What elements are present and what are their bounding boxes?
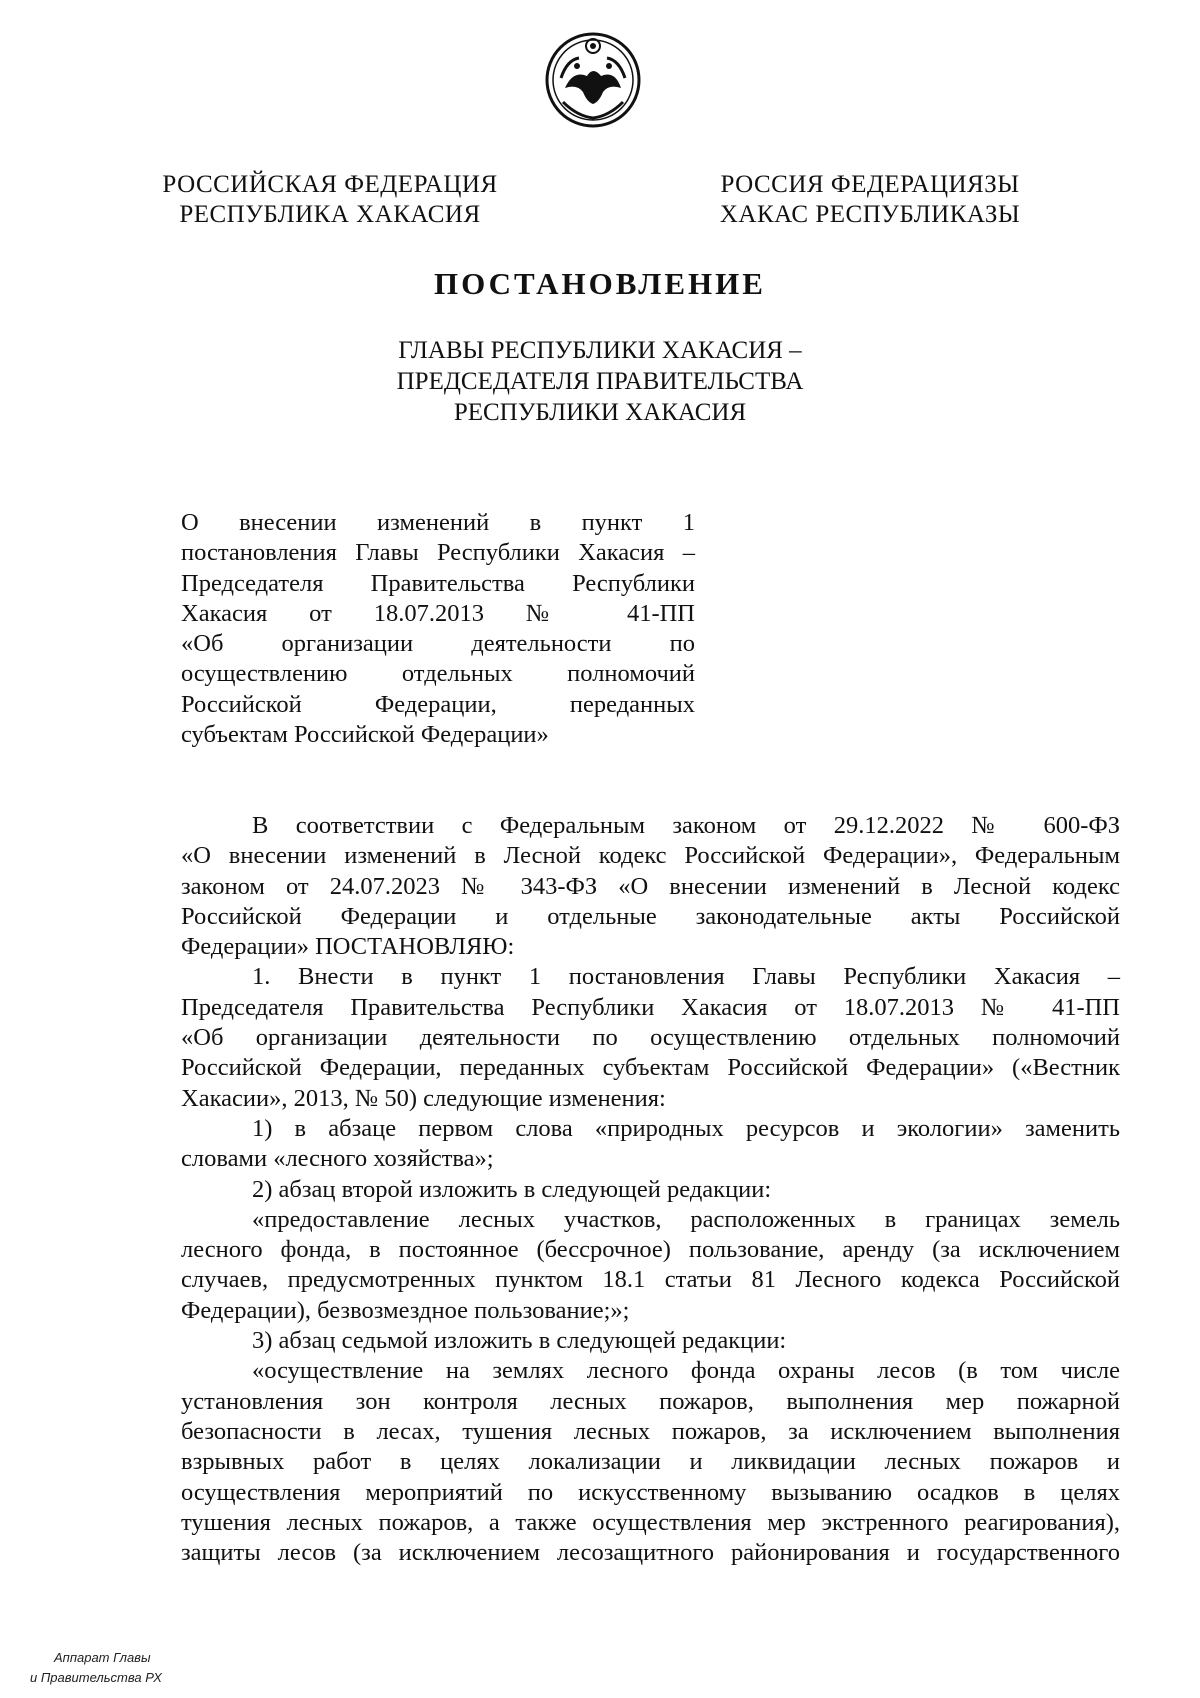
- body-line: 3) абзац седьмой изложить в следующей редакции:: [252, 1327, 787, 1355]
- issuer-line: ПРЕДСЕДАТЕЛЯ ПРАВИТЕЛЬСТВА: [396, 368, 804, 395]
- body-line: Российской Федерации и отдельные законодательные акты Российской: [181, 902, 1120, 930]
- body-line: В соответствии с Федеральным законом от 29.12.2022 № 600-ФЗ: [252, 812, 1120, 839]
- body-line: Федерации» ПОСТАНОВЛЯЮ:: [181, 933, 515, 961]
- stamp-line: и Правительства РХ: [30, 1670, 162, 1685]
- subject-line: Российской Федерации, переданных: [181, 690, 695, 718]
- body-line: словами «лесного хозяйства»;: [181, 1145, 494, 1173]
- document-type-title: ПОСТАНОВЛЕНИЕ: [434, 266, 766, 301]
- subject-line: субъектам Российской Федерации»: [181, 721, 549, 749]
- subject-line: осуществлению отдельных полномочий: [181, 660, 695, 688]
- subject-line: Председателя Правительства Республики: [181, 569, 695, 597]
- coat-of-arms-emblem: [543, 30, 643, 134]
- body-line: Председателя Правительства Республики Хакасия от 18.07.2013 № 41-ПП: [181, 993, 1120, 1021]
- body-line: Федерации), безвозмездное пользование;»;: [181, 1296, 630, 1324]
- header-left-line: РОССИЙСКАЯ ФЕДЕРАЦИЯ: [162, 171, 498, 198]
- body-text: [181, 811, 1120, 1568]
- body-line: установления зон контроля лесных пожаров, выполнения мер пожарной: [181, 1387, 1120, 1415]
- body-line: 1) в абзаце первом слова «природных ресурсов и экологии» заменить: [252, 1114, 1120, 1142]
- body-line: 1. Внести в пункт 1 постановления Главы Республики Хакасия –: [252, 963, 1120, 991]
- subject-block: [181, 508, 695, 750]
- body-line: тушения лесных пожаров, а также осуществления мер экстренного реагирования),: [181, 1508, 1120, 1536]
- body-line: лесного фонда, в постоянное (бессрочное) пользование, аренду (за исключением: [181, 1236, 1120, 1264]
- header-right-line: РОССИЯ ФЕДЕРАЦИЯЗЫ: [720, 171, 1020, 198]
- body-line: взрывных работ в целях локализации и ликвидации лесных пожаров и: [181, 1448, 1120, 1476]
- subject-line: постановления Главы Республики Хакасия –: [181, 539, 695, 567]
- subject-line: Хакасия от 18.07.2013 № 41-ПП: [181, 599, 695, 627]
- body-line: Хакасии», 2013, № 50) следующие изменения:: [181, 1084, 666, 1112]
- body-line: осуществления мероприятий по искусственному вызыванию осадков в целях: [181, 1478, 1120, 1506]
- body-line: Российской Федерации, переданных субъектам Российской Федерации» («Вестник: [181, 1054, 1120, 1082]
- header-right-line: ХАКАС РЕСПУБЛИКАЗЫ: [719, 201, 1021, 228]
- subject-line: О внесении изменений в пункт 1: [181, 509, 695, 536]
- body-line: «Об организации деятельности по осуществлению отдельных полномочий: [181, 1024, 1120, 1052]
- body-line: «осуществление на землях лесного фонда охраны лесов (в том числе: [252, 1357, 1120, 1385]
- body-line: безопасности в лесах, тушения лесных пожаров, за исключением выполнения: [181, 1417, 1120, 1445]
- issuer-line: РЕСПУБЛИКИ ХАКАСИЯ: [453, 399, 747, 426]
- body-line: законом от 24.07.2023 № 343-ФЗ «О внесении изменений в Лесной кодекс: [181, 872, 1120, 900]
- office-stamp: [30, 1648, 162, 1688]
- header-right: [700, 170, 1040, 230]
- issuer-line: ГЛАВЫ РЕСПУБЛИКИ ХАКАСИЯ –: [398, 337, 802, 364]
- subject-line: «Об организации деятельности по: [181, 630, 695, 658]
- body-line: «предоставление лесных участков, расположенных в границах земель: [252, 1205, 1120, 1233]
- issuer-block: [0, 335, 1200, 428]
- body-line: случаев, предусмотренных пунктом 18.1 статьи 81 Лесного кодекса Российской: [181, 1266, 1120, 1294]
- header-left-line: РЕСПУБЛИКА ХАКАСИЯ: [179, 201, 481, 228]
- header-left: [160, 170, 500, 230]
- body-line: 2) абзац второй изложить в следующей редакции:: [252, 1175, 772, 1203]
- body-line: «О внесении изменений в Лесной кодекс Российской Федерации», Федеральным: [181, 842, 1120, 870]
- stamp-line: Аппарат Главы: [54, 1650, 151, 1665]
- body-line: защиты лесов (за исключением лесозащитного районирования и государственного: [181, 1539, 1120, 1567]
